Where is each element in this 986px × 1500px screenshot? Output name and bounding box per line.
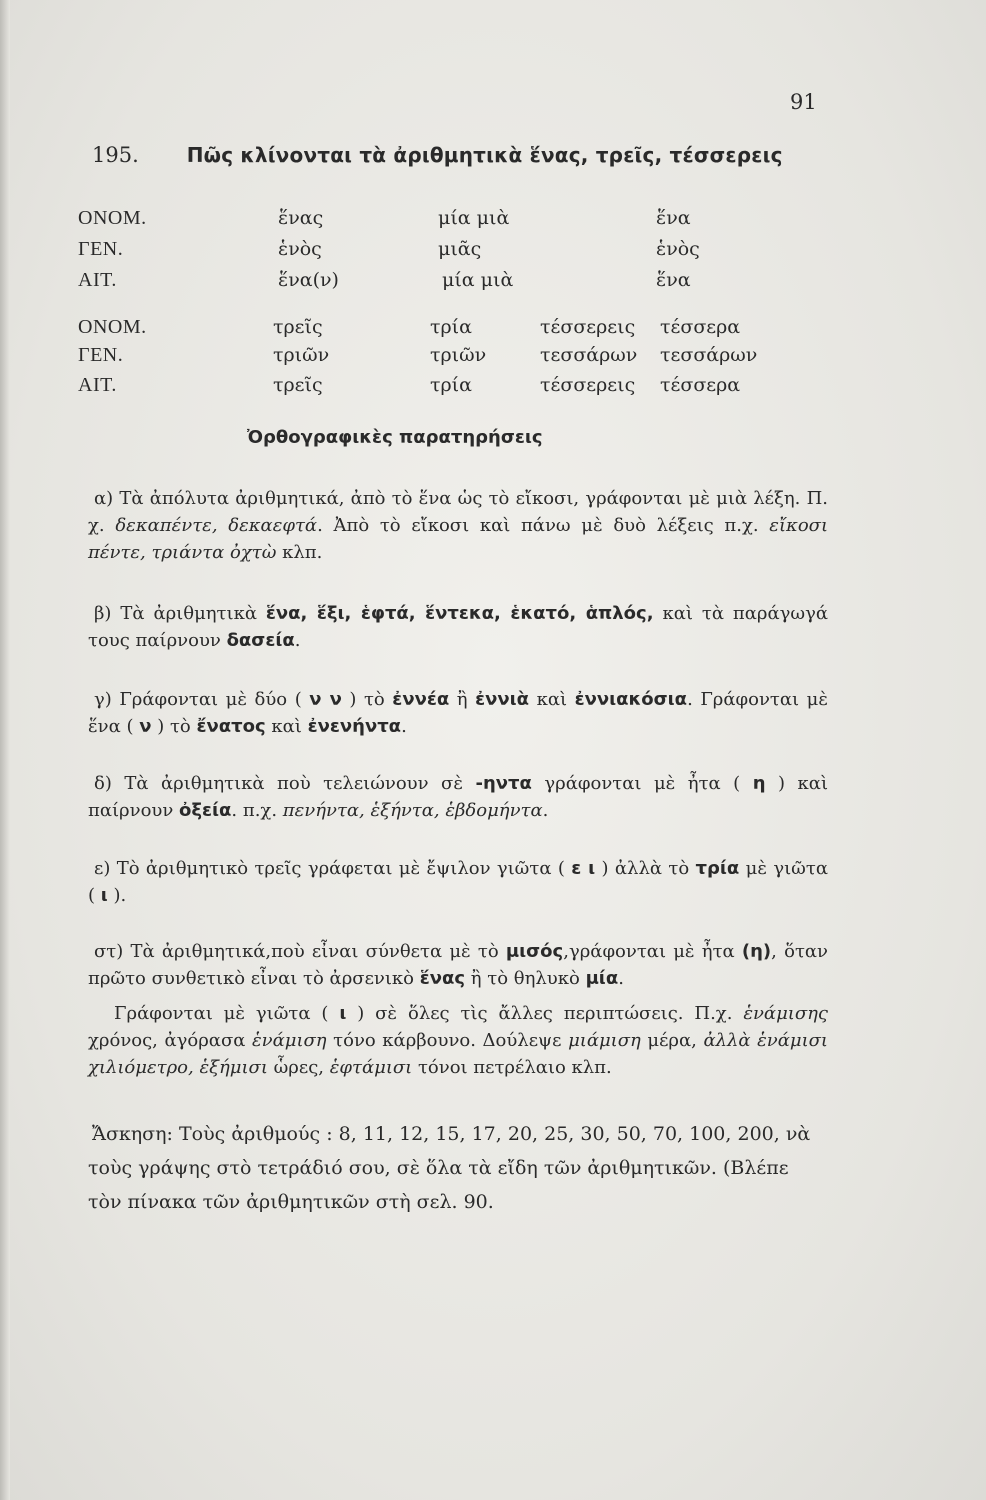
case-label: ΑΙΤ. — [78, 269, 117, 291]
text-run: καὶ τὰ παράγωγά τους παίρνουν — [88, 603, 828, 651]
neuter-form: ἕνα — [656, 207, 691, 229]
text-run: δ) Τὰ ἀριθμητικὰ ποὺ τελειώνουν σὲ — [94, 773, 476, 794]
text-run: ) τὸ — [151, 716, 197, 737]
three-masc-fem-form: τρεῖς — [273, 316, 323, 338]
emphasis-bold: ὀξεία — [179, 800, 232, 821]
emphasis-bold: ι — [339, 1003, 347, 1024]
text-run: μὲ γιῶτα ( — [88, 858, 828, 906]
three-neuter-form: τρία — [430, 374, 472, 396]
emphasis-bold: ν ν — [309, 689, 342, 710]
four-neuter-form: τεσσάρων — [660, 344, 758, 366]
paragraph-b — [88, 600, 828, 654]
text-run: ) ἀλλὰ τὸ — [595, 858, 696, 879]
example-italic: μιάμιση — [568, 1030, 641, 1051]
text-run: ,γράφονται μὲ ἦτα — [563, 941, 742, 962]
text-run: τόνοι πετρέλαιο κλπ. — [412, 1057, 612, 1078]
section-heading — [92, 143, 812, 167]
emphasis-bold: ἐνενήντα — [307, 716, 402, 737]
emphasis-bold: ἔνατος — [196, 716, 266, 737]
exercise-label: Ἄσκηση — [92, 1123, 167, 1145]
example-italic: ἑφτάμισι — [329, 1057, 413, 1078]
text-run: χρόνος, ἀγόρασα — [88, 1030, 252, 1051]
declension-row — [78, 344, 798, 370]
case-label: ΓΕΝ. — [78, 344, 124, 366]
text-run: . Γράφονται μὲ ἕνα ( — [88, 689, 828, 737]
paragraph-e — [88, 855, 828, 909]
paragraph-g-text — [88, 1000, 828, 1081]
text-run: ). — [107, 885, 127, 906]
text-run: β) Τὰ ἀριθμητικὰ — [94, 603, 266, 624]
example-italic: ἑνάμιση — [251, 1030, 327, 1051]
feminine-form: μία μιὰ — [442, 269, 514, 291]
text-run: ὧρες, — [267, 1057, 330, 1078]
emphasis-bold: ν — [139, 716, 152, 737]
example-italic: ἀλλὰ ἑνάμισι χιλιόμετρο, ἑξήμισι — [88, 1030, 828, 1078]
declension-row — [78, 374, 798, 400]
page-binding-shadow — [0, 0, 10, 1500]
case-label: ΟΝΟΜ. — [78, 207, 147, 229]
emphasis-bold: ι — [100, 885, 108, 906]
exercise-block — [88, 1117, 828, 1219]
text-run: . — [618, 968, 624, 989]
text-run: Γράφονται μὲ γιῶτα ( — [114, 1003, 340, 1024]
text-run: στ) Τὰ ἀριθμητικά,ποὺ εἶναι σύνθετα μὲ τὸ — [94, 941, 506, 962]
text-run: ) καὶ παίρνουν — [88, 773, 829, 821]
feminine-form: μία μιὰ — [438, 207, 510, 229]
text-run: ἢ τὸ θηλυκὸ — [465, 968, 586, 989]
declension-row — [78, 238, 778, 264]
paragraph-f-text — [88, 938, 828, 992]
neuter-form: ἕνα — [656, 269, 691, 291]
text-run: ἢ — [449, 689, 476, 710]
page-number: 91 — [790, 90, 817, 114]
declension-row — [78, 207, 778, 233]
four-neuter-form: τέσσερα — [660, 374, 741, 396]
four-masc-fem-form: τέσσερεις — [540, 374, 636, 396]
three-masc-fem-form: τρεῖς — [273, 374, 323, 396]
emphasis-bold: ε ι — [571, 858, 596, 879]
emphasis-bold: ἐννιακόσια — [574, 689, 688, 710]
three-masc-fem-form: τριῶν — [273, 344, 330, 366]
text-run: . — [294, 630, 301, 651]
paragraph-a — [88, 485, 828, 566]
masculine-form: ἑνὸς — [278, 238, 322, 260]
text-run: ) τὸ — [341, 689, 393, 710]
four-neuter-form: τέσσερα — [660, 316, 741, 338]
four-masc-fem-form: τέσσερεις — [540, 316, 636, 338]
text-run: καὶ — [529, 689, 575, 710]
emphasis-bold: τρία — [695, 858, 740, 879]
section-number: 195. — [92, 143, 139, 167]
emphasis-bold: ἕνας — [419, 968, 466, 989]
text-run: μέρα, — [640, 1030, 704, 1051]
text-run: τόνο κάρβουνο. Δούλεψε — [326, 1030, 569, 1051]
example-italic: δεκαπέντε, δεκαεφτά — [115, 515, 318, 536]
text-run: . Ἀπὸ τὸ εἴκοσι καὶ πάνω μὲ δυὸ λέξεις π.χ. — [317, 515, 770, 536]
case-label: ΑΙΤ. — [78, 374, 117, 396]
emphasis-bold: -ηντα — [475, 773, 532, 794]
text-run: . — [401, 716, 407, 737]
four-masc-fem-form: τεσσάρων — [540, 344, 638, 366]
emphasis-bold: ἕνα, ἕξι, ἑφτά, ἕντεκα, ἑκατό, ἁπλός, — [265, 603, 654, 624]
three-neuter-form: τριῶν — [430, 344, 487, 366]
text-run: , ὅταν πρῶτο συνθετικὸ εἶναι τὸ ἀρσενικὸ — [88, 941, 828, 989]
paragraph-b-text — [88, 600, 828, 654]
emphasis-bold: η — [752, 773, 766, 794]
paragraph-c — [88, 686, 828, 740]
feminine-form: μιᾶς — [438, 238, 482, 260]
paragraph-a-text — [88, 485, 828, 566]
emphasis-bold: μία — [585, 968, 619, 989]
case-label: ΟΝΟΜ. — [78, 316, 147, 338]
text-run: κλπ. — [276, 542, 323, 563]
section-title: Πῶς κλίνονται τὰ ἀριθμητικὰ ἕνας, τρεῖς, τέσσερεις — [186, 143, 783, 167]
three-neuter-form: τρία — [430, 316, 472, 338]
paragraph-f — [88, 938, 828, 992]
exercise-text — [88, 1117, 828, 1219]
text-run: γράφονται μὲ ἦτα ( — [531, 773, 753, 794]
emphasis-bold: μισός — [505, 941, 564, 962]
text-run: ε) Τὸ ἀριθμητικὸ τρεῖς γράφεται μὲ ἔψιλον γιῶτα ( — [94, 858, 572, 879]
example-italic: πενήντα, ἑξήντα, ἑβδομήντα — [282, 800, 543, 821]
emphasis-bold: ἐννέα — [392, 689, 450, 710]
text-run: . — [542, 800, 549, 821]
paragraph-e-text — [88, 855, 828, 909]
masculine-form: ἕνας — [278, 207, 324, 229]
text-run: α) Τὰ ἀπόλυτα ἀριθμητικά, ἀπὸ τὸ ἕνα ὡς τὸ εἴκοσι, γράφονται μὲ μιὰ λέξη. Π. χ. — [88, 488, 828, 536]
paragraph-g — [88, 1000, 828, 1081]
text-run: γ) Γράφονται μὲ δύο ( — [94, 689, 310, 710]
subheading-orthography: Ὀρθογραφικὲς παρατηρήσεις — [247, 427, 543, 448]
masculine-form: ἕνα(ν) — [278, 269, 339, 291]
paragraph-d — [88, 770, 828, 824]
text-run: . π.χ. — [231, 800, 283, 821]
example-italic: ἑνάμισης — [743, 1003, 828, 1024]
example-italic: εἴκοσι πέντε, τριάντα ὀχτὼ — [88, 515, 828, 563]
text-run: καὶ — [265, 716, 308, 737]
emphasis-bold: (η) — [741, 941, 772, 962]
exercise-body: : Τοὺς ἀριθμούς : 8, 11, 12, 15, 17, 20, 25, 30, 50, 70, 100, 200, νὰ τοὺς γράψης στὸ τετράδιό σου, σὲ ὅλα τὰ εἴδη τῶν ἀριθμητικῶν. (Βλέπε τὸν πίνακα τῶν ἀριθμητικῶν στὴ σελ. 90. — [88, 1123, 811, 1213]
case-label: ΓΕΝ. — [78, 238, 124, 260]
declension-row — [78, 316, 798, 342]
paragraph-c-text — [88, 686, 828, 740]
emphasis-bold: ἐννιὰ — [475, 689, 530, 710]
declension-row — [78, 269, 778, 295]
neuter-form: ἑνὸς — [656, 238, 700, 260]
text-run: ) σὲ ὅλες τὶς ἄλλες περιπτώσεις. Π.χ. — [346, 1003, 744, 1024]
emphasis-bold: δασεία — [226, 630, 295, 651]
paragraph-d-text — [88, 770, 828, 824]
